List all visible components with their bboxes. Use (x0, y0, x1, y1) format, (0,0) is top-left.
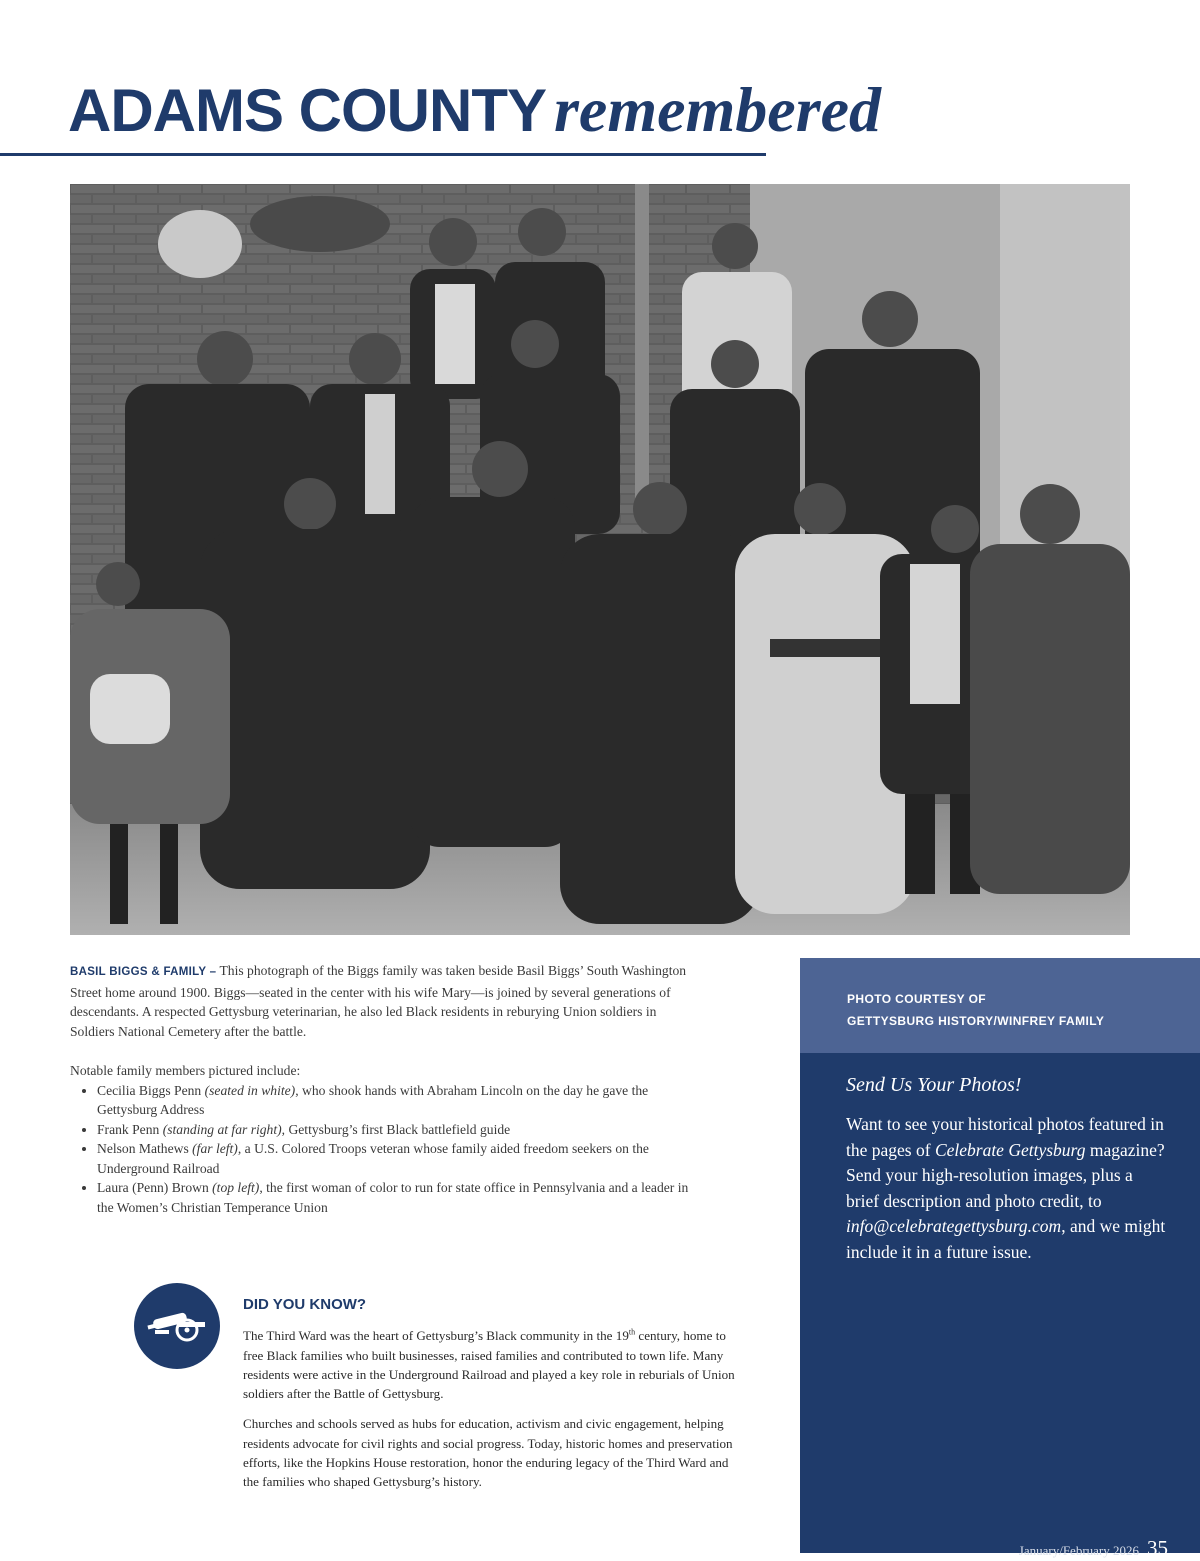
submit-photos-box (800, 1053, 1200, 1553)
page-number: 35 (1147, 1536, 1168, 1560)
family-member-list (70, 1081, 690, 1218)
credit-line: GETTYSBURG HISTORY/WINFREY FAMILY (847, 1014, 1105, 1028)
did-you-know-paragraph-1 (243, 1326, 743, 1403)
magazine-name: Celebrate Gettysburg (934, 1139, 1086, 1160)
member-description: , who shook hands with Abraham Lincoln on the day he gave the Gettysburg Address (97, 1082, 649, 1117)
page-footer (1019, 1536, 1168, 1561)
title-bold: ADAMS COUNTY (68, 77, 546, 144)
credit-line: PHOTO COURTESY OF (847, 992, 987, 1006)
photo-credit-box (800, 958, 1200, 1053)
ordinal-suffix: th (628, 1327, 636, 1337)
page-title (68, 74, 881, 145)
member-description: , the first woman of color to run for state office in Pennsylvania and a leader in the Women’s Christian Temperance Union (97, 1180, 689, 1215)
submit-photos-heading: Send Us Your Photos! (846, 1074, 1022, 1096)
issue-date: January/February 2026 (1018, 1543, 1139, 1558)
list-item (97, 1120, 690, 1140)
photograph-illustration (70, 184, 1130, 935)
member-name: Laura (Penn) Brown (97, 1180, 213, 1195)
title-italic: remembered (554, 74, 881, 145)
paragraph-text: century, home to free Black families who built businesses, raised families and contributed to town life. Many residents were active in the Underground Railroad and played a key role in reburials of Union soldiers after the Battle of Gettysburg. (243, 1328, 735, 1402)
list-item (97, 1139, 690, 1178)
member-note: (top left) (212, 1180, 260, 1195)
body-text: Want to see your historical photos featured in the pages of (846, 1114, 1164, 1160)
header-rule (0, 153, 766, 156)
member-name: Cecilia Biggs Penn (97, 1082, 205, 1098)
list-item (97, 1081, 690, 1120)
body-text: magazine? Send your high-resolution images, plus a brief description and photo credit, to (846, 1139, 1165, 1211)
cannon-icon (134, 1283, 220, 1369)
member-note: (far left) (192, 1141, 238, 1156)
email-link[interactable]: info@celebrategettysburg.com (846, 1216, 1062, 1237)
list-item (97, 1178, 690, 1217)
did-you-know-section (243, 1295, 743, 1503)
photo-caption (70, 961, 690, 1217)
did-you-know-heading: DID YOU KNOW? (243, 1296, 367, 1313)
caption-paragraph (70, 961, 690, 1041)
caption-text: This photograph of the Biggs family was taken beside Basil Biggs’ South Washington Street home around 1900. Biggs—seated in the center with his wife Mary—is joined by several generations of descendants. A respected Gettysburg veterinarian, he also led Black residents in reburying Union soldiers in Soldiers National Cemetery after the battle. (70, 963, 687, 1039)
member-name: Frank Penn (97, 1121, 163, 1137)
member-note: (seated in white) (204, 1082, 296, 1098)
photo-credit (847, 988, 1104, 1032)
caption-lead: BASIL BIGGS & FAMILY – (70, 966, 217, 978)
body-text: , and we might include it in a future issue. (846, 1216, 1166, 1262)
paragraph-text: The Third Ward was the heart of Gettysburg’s Black community in the 19 (243, 1328, 629, 1344)
member-note: (standing at far right) (162, 1121, 282, 1137)
member-description: , Gettysburg’s first Black battlefield guide (281, 1121, 511, 1137)
did-you-know-paragraph-2: Churches and schools served as hubs for education, activism and civic engagement, helping residents advocate for civil rights and social progress. Today, historic homes and preservation efforts, like the Hopkins House restoration, honor the enduring legacy of the Third Ward and the families who shaped Gettysburg’s history. (243, 1416, 733, 1490)
family-photograph (70, 184, 1130, 935)
member-description: , a U.S. Colored Troops veteran whose family aided freedom seekers on the Underground Railroad (97, 1141, 649, 1176)
submit-photos-text (846, 1112, 1166, 1266)
member-name: Nelson Mathews (97, 1141, 193, 1156)
caption-intro: Notable family members pictured include: (70, 1063, 301, 1078)
